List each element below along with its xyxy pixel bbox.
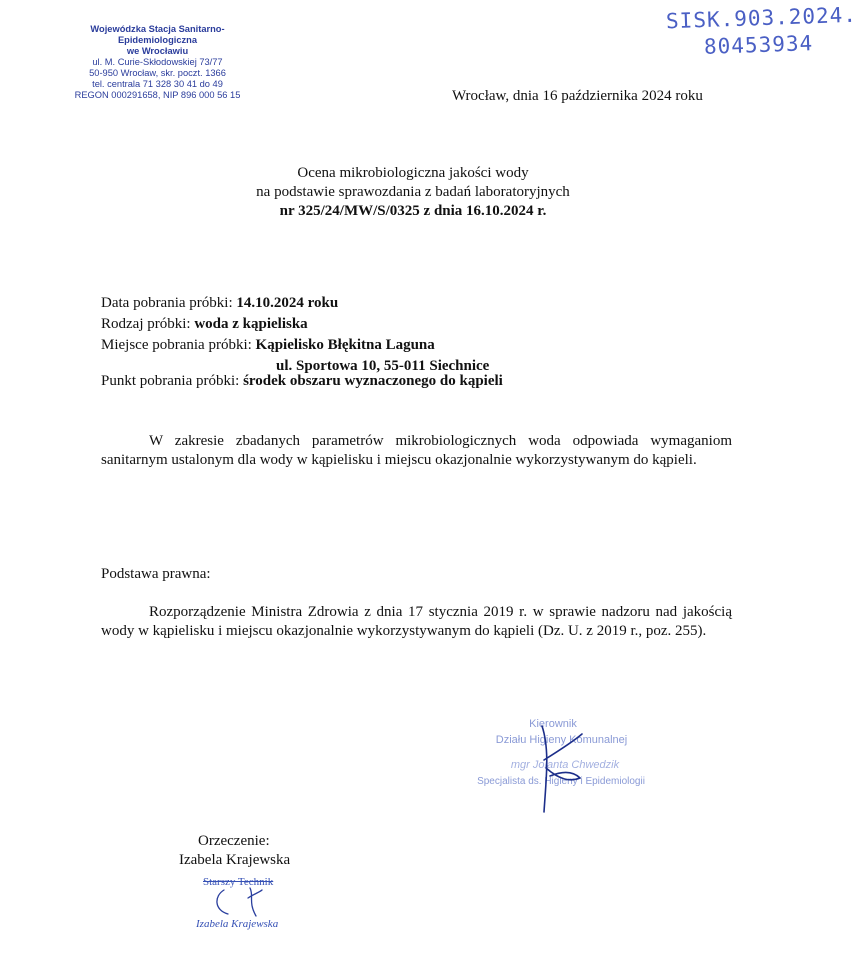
sampling-place-label: Miejsce pobrania próbki: bbox=[101, 337, 252, 353]
signature-stamp-name: mgr Jolanta Chwedzik bbox=[510, 759, 620, 771]
sample-type-label: Rodzaj próbki: bbox=[101, 316, 191, 332]
issuer-stamp-title: Starszy Technik bbox=[203, 876, 274, 888]
sampling-date-label: Data pobrania próbki: bbox=[101, 295, 233, 311]
handwritten-reference: SISK.903.2024. bbox=[665, 2, 857, 34]
stamp-line: REGON 000291658, NIP 896 000 56 15 bbox=[74, 90, 241, 100]
issuer-name: Izabela Krajewska bbox=[179, 852, 291, 868]
document-date: Wrocław, dnia 16 października 2024 roku bbox=[452, 88, 703, 104]
institution-stamp bbox=[55, 24, 260, 101]
conclusion-paragraph: W zakresie zbadanych parametrów mikrobiologicznych woda odpowiada wymaganiom sanitarnym ustalonym dla wody w kąpielisku i miejscu okazjonalnie wykorzystywanym do kąpieli. bbox=[101, 433, 732, 468]
stamp-line: 50-950 Wrocław, skr. poczt. 1366 bbox=[89, 68, 226, 78]
signature-stamp-title: Kierownik bbox=[529, 718, 577, 730]
stamp-line: we Wrocławiu bbox=[126, 46, 189, 56]
sample-type-row bbox=[101, 316, 308, 333]
handwritten-number: 80453934 bbox=[703, 31, 814, 59]
issuer-stamp-name: Izabela Krajewska bbox=[196, 918, 279, 930]
sampling-place-value: Kąpielisko Błękitna Laguna bbox=[255, 337, 435, 353]
sampling-date-row bbox=[101, 295, 338, 312]
stamp-line: Wojewódzka Stacja Sanitarno-Epidemiologiczna bbox=[90, 24, 225, 45]
sample-type-value: woda z kąpieliska bbox=[194, 316, 308, 332]
signature-stamp-position: Specjalista ds. Higieny i Epidemiologii bbox=[477, 776, 645, 787]
stamp-line: tel. centrala 71 328 30 41 do 49 bbox=[92, 79, 223, 89]
signature-stamp-department: Działu Higieny Komunalnej bbox=[495, 734, 628, 746]
issuer-signature-icon bbox=[210, 886, 270, 918]
sampling-point-row bbox=[101, 373, 503, 390]
manager-signature-icon bbox=[520, 720, 610, 815]
sampling-place-address: ul. Sportowa 10, 55-011 Siechnice bbox=[276, 358, 490, 374]
legal-basis-label: Podstawa prawna: bbox=[101, 566, 211, 582]
title-line-2: na podstawie sprawozdania z badań laboratoryjnych bbox=[256, 184, 570, 200]
sampling-point-value: środek obszaru wyznaczonego do kąpieli bbox=[243, 373, 503, 389]
legal-basis-text: Rozporządzenie Ministra Zdrowia z dnia 17 stycznia 2019 r. w sprawie nadzoru nad jakością wody w kąpielisku i miejscu okazjonalnie wykorzystywanym do kąpieli (Dz. U. z 2019 r., poz. 255). bbox=[101, 604, 732, 639]
title-line-1: Ocena mikrobiologiczna jakości wody bbox=[297, 165, 529, 181]
sampling-date-value: 14.10.2024 roku bbox=[236, 295, 339, 311]
sampling-place-row bbox=[101, 337, 435, 354]
stamp-line: ul. M. Curie-Skłodowskiej 73/77 bbox=[92, 57, 223, 67]
report-number: nr 325/24/MW/S/0325 z dnia 16.10.2024 r. bbox=[279, 203, 547, 219]
sampling-point-label: Punkt pobrania próbki: bbox=[101, 373, 240, 389]
issuer-label: Orzeczenie: bbox=[198, 833, 270, 849]
